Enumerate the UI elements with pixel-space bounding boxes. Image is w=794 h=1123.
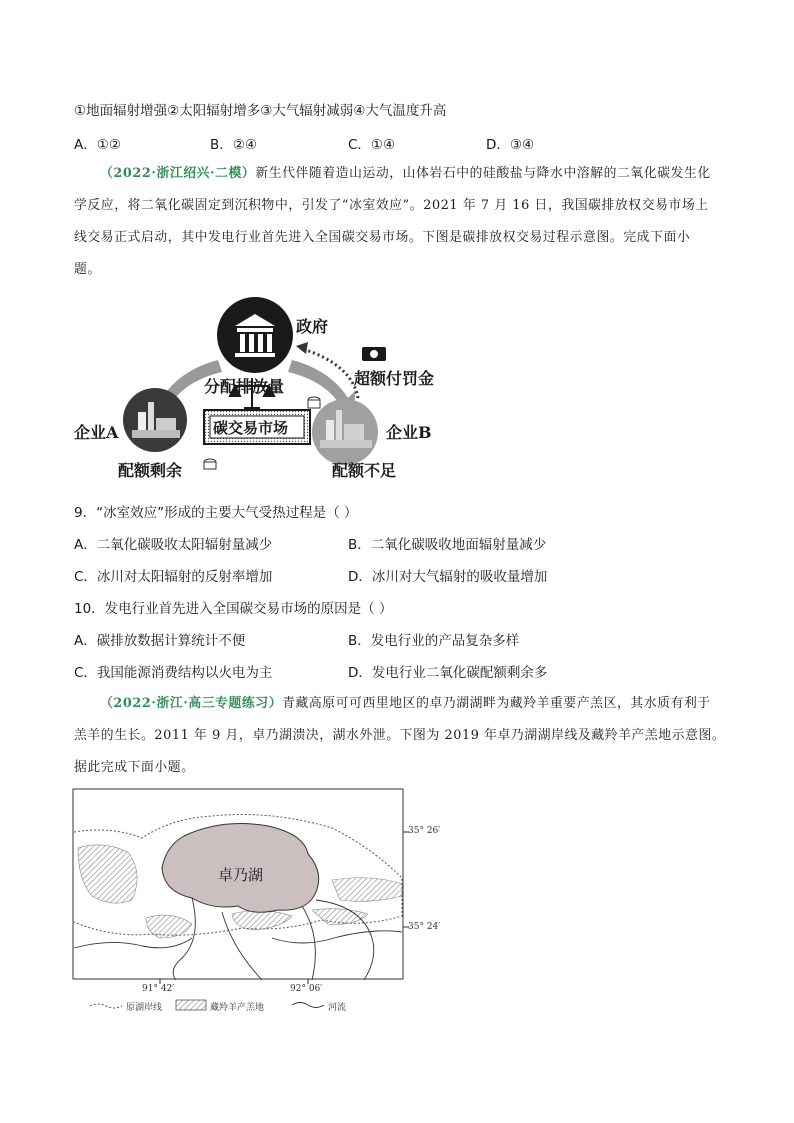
lat-label-1: 35° 26′ [408,826,441,836]
market-label: 碳交易市场 [213,419,289,437]
legend-river-label: 河流 [328,1003,347,1013]
passage-1-line-3: 线交易正式启动，其中发电行业首先进入全国碳交易市场。下图是碳排放权交易过程示意图。完成下面小 [74,230,691,245]
q8-option-d: D．③④ [486,137,535,153]
q10-option-d: D．发电行业二氧化碳配额剩余多 [348,665,548,681]
q8-option-a: A．①② [74,137,121,153]
allocate-label: 分配排放量 [204,377,285,396]
lon-label-2: 92° 06′ [290,984,323,994]
legend-calving-icon [176,1000,206,1010]
government-icon [217,297,293,373]
q8-statement: ①地面辐射增强②太阳辐射增多③大气辐射减弱④大气温度升高 [74,103,447,119]
legend-shoreline-icon [90,1004,122,1008]
passage-2-line-1: （2022·浙江·高三专题练习）青藏高原可可西里地区的卓乃湖湖畔为藏羚羊重要产羔区，其水质有利于 [100,696,711,711]
q9-stem: 9．“冰室效应”形成的主要大气受热过程是（ ） [74,505,358,521]
q10-option-c: C．我国能源消费结构以火电为主 [74,665,273,681]
q9-option-a: A．二氧化碳吸收太阳辐射量减少 [74,537,273,553]
lake-label: 卓乃湖 [218,866,264,884]
passage-2-source: （2022·浙江·高三专题练习） [100,696,283,711]
passage-1-line-2: 学反应，将二氧化碳固定到沉积物中，引发了“冰室效应”。2021 年 7 月 16 日，我国碳排放权交易市场上 [74,198,709,213]
lat-label-2: 35° 24′ [408,922,441,932]
q9-option-b: B．二氧化碳吸收地面辐射量减少 [348,537,547,553]
penalty-label: 超额付罚金 [354,369,435,388]
enterprise-b-icon [312,399,378,465]
legend-shoreline-label: 原湖岸线 [126,1003,163,1013]
shortage-label: 配额不足 [332,461,397,480]
q10-option-b: B．发电行业的产品复杂多样 [348,633,520,649]
passage-2-line-2: 羔羊的生长。2011 年 9 月，卓乃湖溃决，湖水外泄。下图为 2019 年卓乃湖湖岸线及藏羚羊产羔地示意图。 [74,728,726,743]
q8-option-b: B．②④ [210,137,257,153]
passage-1-source: （2022·浙江绍兴·二模） [100,166,256,181]
legend-river-icon [292,1003,324,1008]
q8-option-c: C．①④ [348,137,396,153]
enterprise-a-icon [123,388,187,452]
lon-label-1: 91° 42′ [142,984,175,994]
q10-option-a: A．碳排放数据计算统计不便 [74,633,246,649]
passage-1-line-1: （2022·浙江绍兴·二模）新生代伴随着造山运动，山体岩石中的硅酸盐与降水中溶解的二氧化碳发生化 [100,166,711,181]
enterprise-b-label: 企业B [386,423,432,442]
enterprise-a-label: 企业A [74,423,119,442]
surplus-label: 配额剩余 [118,461,183,480]
zhuonai-lake-map [72,788,512,1018]
legend-calving-label: 藏羚羊产羔地 [210,1003,265,1013]
calving-area-2 [332,878,402,902]
gov-label: 政府 [296,317,329,336]
q10-stem: 10．发电行业首先进入全国碳交易市场的原因是（ ） [74,601,393,617]
passage-1-line-4: 题。 [74,262,101,277]
money-icon [362,347,386,361]
carbon-trading-diagram [60,290,460,490]
q9-option-d: D．冰川对大气辐射的吸收量增加 [348,569,548,585]
passage-2-line-3: 据此完成下面小题。 [74,760,195,775]
q9-option-c: C．冰川对太阳辐射的反射率增加 [74,569,273,585]
